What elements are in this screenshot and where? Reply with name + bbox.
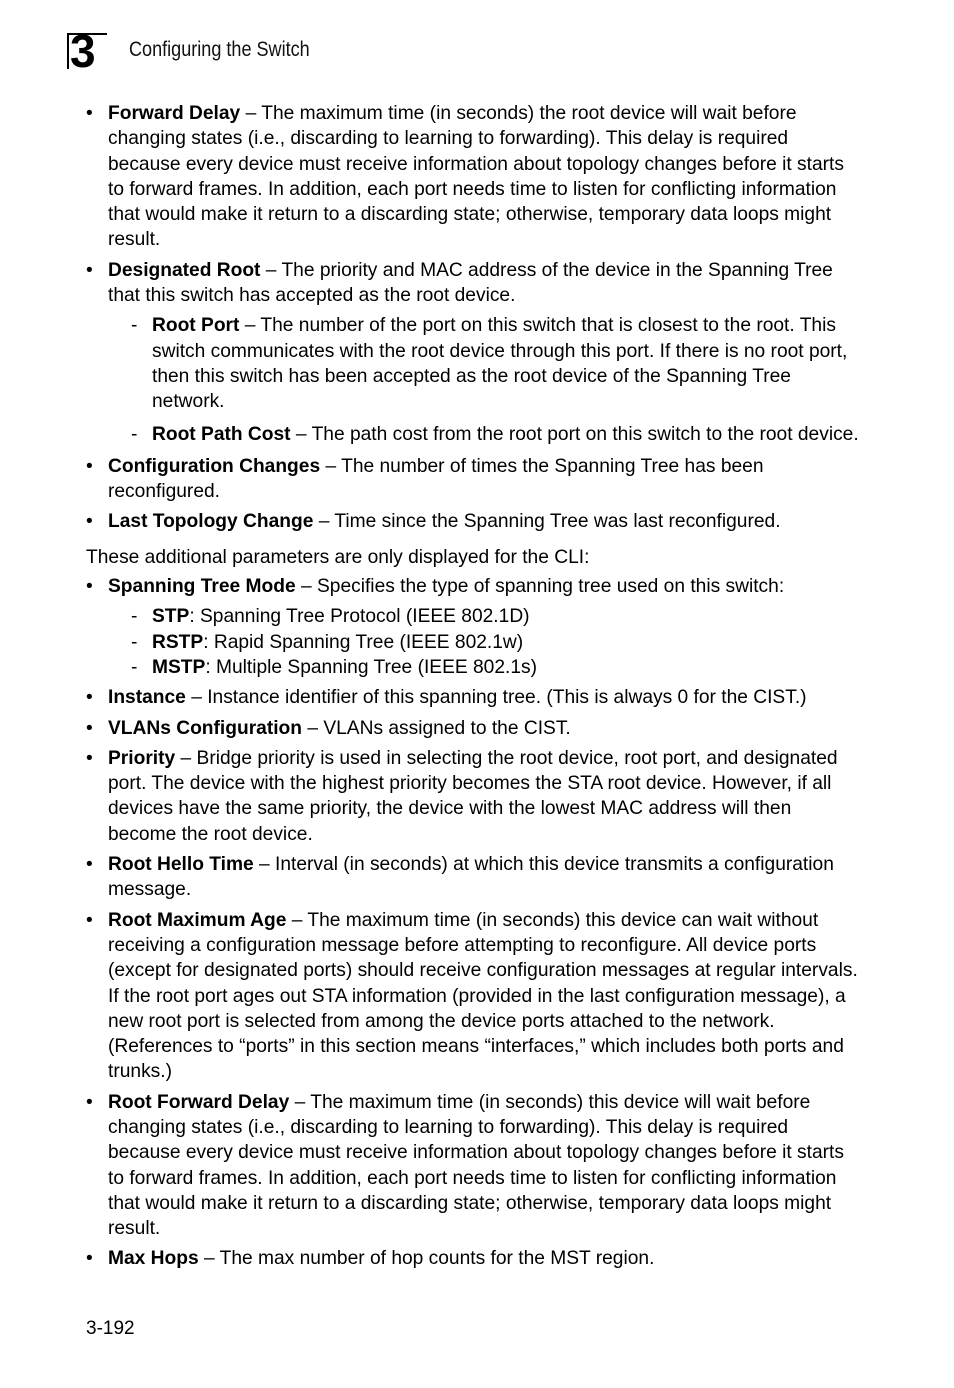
parameter-list xyxy=(86,101,861,535)
term: STP xyxy=(152,606,190,628)
term: Spanning Tree Mode xyxy=(108,576,296,598)
designated-root-sublist xyxy=(108,313,861,446)
term: VLANs Configuration xyxy=(108,717,302,739)
mode-sublist xyxy=(108,604,861,680)
term: Root Hello Time xyxy=(108,854,254,876)
list-item-max-hops xyxy=(86,1246,861,1271)
list-item-last-topology-change xyxy=(86,509,861,534)
description: – Bridge priority is used in selecting the root device, root port, and designated port. The device with the highest priority becomes the STA root device. However, if all devices have the same priority, the device with the lowest MAC address will then become the root device. xyxy=(108,747,838,845)
description: – The maximum time (in seconds) this device can wait without receiving a configuration message before attempting to reconfigure. All device ports (except for designated ports) should receive configuration messages at regular intervals. If the root port ages out STA information (provided in the last configuration message), a new root port is selected from among the device ports attached to the network. (References to “ports” in this section means “interfaces,” which includes both ports and trunks.) xyxy=(108,909,858,1083)
term: Root Forward Delay xyxy=(108,1091,290,1113)
term: Priority xyxy=(108,747,176,769)
term: Root Port xyxy=(152,315,240,337)
description: – The priority and MAC address of the device in the Spanning Tree that this switch has accepted as the root device. xyxy=(108,259,833,307)
sublist-item-root-port xyxy=(108,313,861,414)
term: Designated Root xyxy=(108,259,261,281)
chapter-number: 3 xyxy=(70,25,96,77)
list-item-forward-delay xyxy=(86,101,861,253)
description: – Time since the Spanning Tree was last reconfigured. xyxy=(313,511,781,533)
term: Last Topology Change xyxy=(108,511,314,533)
description: – The maximum time (in seconds) the root device will wait before changing states (i.e., discarding to learning to forwarding). This delay is required because every device must receive information about topology changes before it starts to forward frames. In addition, each port needs time to listen for conflicting information that would make it return to a discarding state; otherwise, temporary data loops might result. xyxy=(108,103,844,251)
term: Root Path Cost xyxy=(152,423,291,445)
sublist-item-mstp xyxy=(108,655,861,680)
description: : Multiple Spanning Tree (IEEE 802.1s) xyxy=(205,656,538,678)
list-item-root-hello-time xyxy=(86,852,861,903)
description: – The path cost from the root port on this switch to the root device. xyxy=(290,423,859,445)
description: – Specifies the type of spanning tree used on this switch: xyxy=(295,576,785,598)
cli-intro-paragraph: These additional parameters are only displayed for the CLI: xyxy=(86,546,590,568)
list-item-instance xyxy=(86,685,861,710)
page-body xyxy=(86,101,861,1277)
page-number: 3-192 xyxy=(86,1318,135,1339)
cli-parameter-list xyxy=(86,574,861,1272)
list-item-configuration-changes xyxy=(86,454,861,505)
term: Forward Delay xyxy=(108,103,241,124)
term: MSTP xyxy=(152,656,206,678)
description: – The max number of hop counts for the MST region. xyxy=(198,1248,655,1270)
list-item-root-forward-delay xyxy=(86,1090,861,1242)
description: : Rapid Spanning Tree (IEEE 802.1w) xyxy=(203,631,524,653)
page-header xyxy=(0,0,954,80)
term: Instance xyxy=(108,687,186,709)
description: – The number of times the Spanning Tree has been reconfigured. xyxy=(108,455,764,503)
list-item-designated-root xyxy=(86,258,861,447)
term: Max Hops xyxy=(108,1248,199,1270)
description: – VLANs assigned to the CIST. xyxy=(302,717,571,739)
description: – Interval (in seconds) at which this device transmits a configuration message. xyxy=(108,854,834,901)
list-item-spanning-tree-mode xyxy=(86,574,861,680)
sublist-item-root-path-cost xyxy=(108,422,861,447)
term: Configuration Changes xyxy=(108,455,321,477)
description: : Spanning Tree Protocol (IEEE 802.1D) xyxy=(189,606,530,628)
term: RSTP xyxy=(152,631,204,653)
list-item-root-maximum-age xyxy=(86,908,861,1085)
description: – Instance identifier of this spanning tree. (This is always 0 for the CIST.) xyxy=(185,687,807,709)
description: – The maximum time (in seconds) this device will wait before changing states (i.e., discarding to learning to forwarding). This delay is required because every device must receive information about topology changes before it starts to forward frames. In addition, each port needs time to listen for conflicting information that would make it return to a discarding state; otherwise, temporary data loops might result. xyxy=(108,1091,844,1240)
list-item-priority xyxy=(86,746,861,847)
term: Root Maximum Age xyxy=(108,909,287,931)
list-item-vlans-configuration xyxy=(86,716,861,741)
sublist-item-stp xyxy=(108,604,861,629)
chapter-title: Configuring the Switch xyxy=(129,38,310,61)
description: – The number of the port on this switch that is closest to the root. This switch communicates with the root device through this port. If there is no root port, then this switch has been accepted as the root device of the Spanning Tree network. xyxy=(152,315,848,413)
sublist-item-rstp xyxy=(108,630,861,655)
